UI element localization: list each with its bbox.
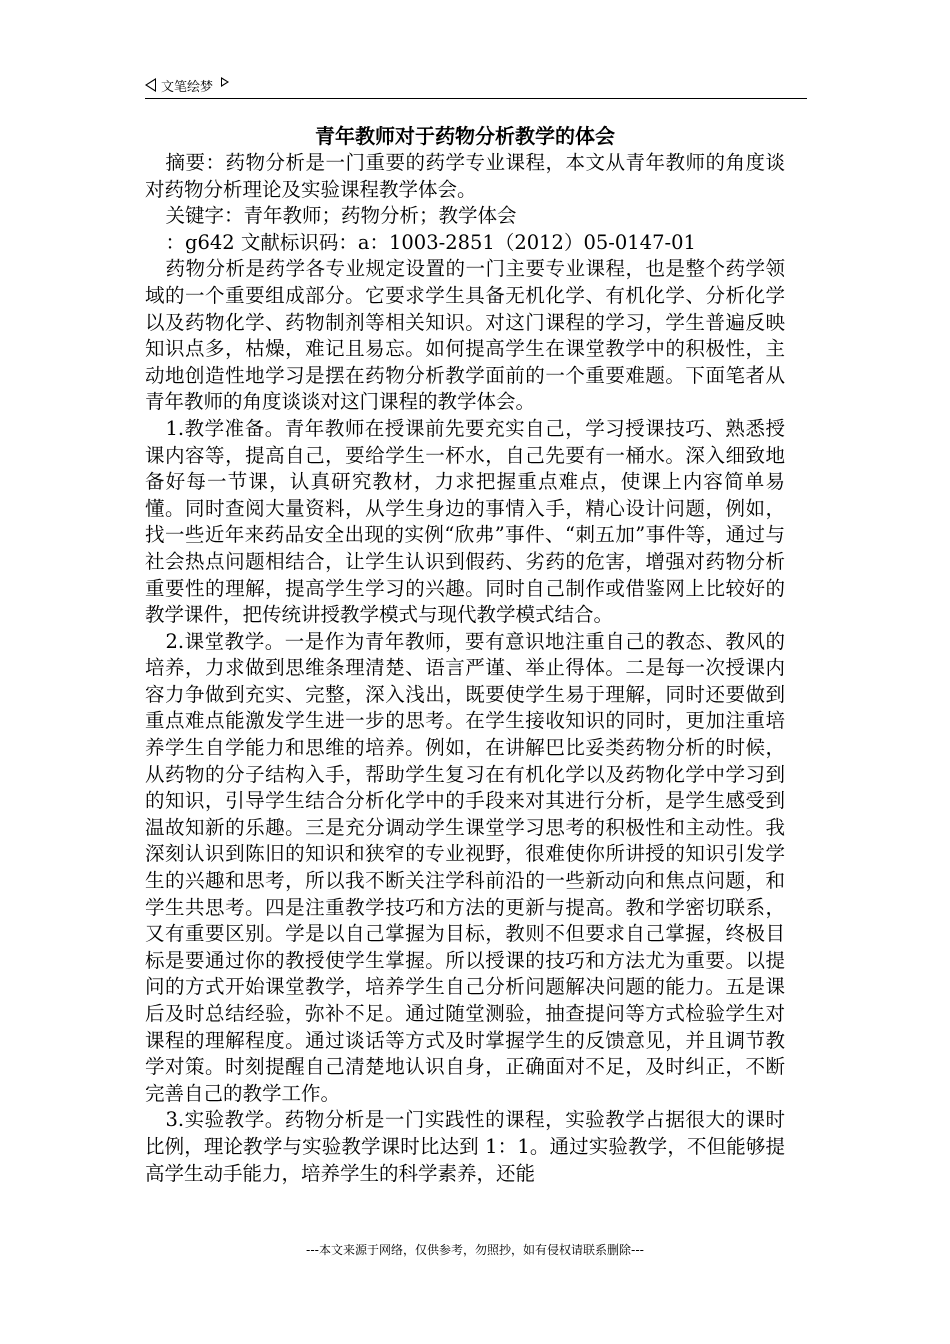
footer-notice: ---本文来源于网络，仅供参考，勿照抄，如有侵权请联系删除---: [306, 1243, 644, 1257]
header-brand: 文笔绘梦: [161, 79, 214, 95]
paragraph-intro: 药物分析是药学各专业规定设置的一门主要专业课程，也是整个药学领域的一个重要组成部分。它要求学生具备无机化学、有机化学、分析化学以及药物化学、药物制剂等相关知识。对这门课程的学习，学生普遍反映知识点多，枯燥，难记且易忘。如何提高学生在课堂教学中的积极性，主动地创造性地学习是摆在药物分析教学面前的一个重要难题。下面笔者从青年教师的角度谈谈对这门课程的教学体会。: [145, 257, 785, 414]
triangle-right-icon: [221, 77, 229, 87]
article-title: 青年教师对于药物分析教学的体会: [315, 124, 615, 148]
abstract: 摘要：药物分析是一门重要的药学专业课程，本文从青年教师的角度谈对药物分析理论及实验课程教学体会。: [145, 151, 785, 201]
article-body: [145, 122, 785, 1187]
paragraph-lab-teaching: 3.实验教学。药物分析是一门实践性的课程，实验教学占据很大的课时比例，理论教学与实验教学课时比达到 1：1。通过实验教学，不但能够提高学生动手能力，培养学生的科学素养，还能: [145, 1108, 785, 1185]
paragraph-classroom-teaching: 2.课堂教学。一是作为青年教师，要有意识地注重自己的教态、教风的培养，力求做到思维条理清楚、语言严谨、举止得体。二是每一次授课内容力争做到充实、完整，深入浅出，既要使学生易于理解，同时还要做到重点难点能激发学生进一步的思考。在学生接收知识的同时，更加注重培养学生自学能力和思维的培养。例如，在讲解巴比妥类药物分析的时候，从药物的分子结构入手，帮助学生复习在有机化学以及药物化学中学习到的知识，引导学生结合分析化学中的手段来对其进行分析，是学生感受到温故知新的乐趣。三是充分调动学生课堂学习思考的积极性和主动性。我深刻认识到陈旧的知识和狭窄的专业视野，很难使你所讲授的知识引发学生的兴趣和思考，所以我不断关注学科前沿的一些新动向和焦点问题，和学生共思考。四是注重教学技巧和方法的更新与提高。教和学密切联系，又有重要区别。学是以自己掌握为目标，教则不但要求自己掌握，终极目标是要通过你的教授使学生掌握。所以授课的技巧和方法尤为重要。以提问的方式开始课堂教学，培养学生自己分析问题解决问题的能力。五是课后及时总结经验，弥补不足。通过随堂测验，抽查提问等方式检验学生对课程的理解程度。通过谈话等方式及时掌握学生的反馈意见，并且调节教学对策。时刻提醒自己清楚地认识自身，正确面对不足，及时纠正，不断完善自己的教学工作。: [145, 629, 785, 1105]
triangle-left-icon: [145, 78, 156, 92]
keywords: 关键字：青年教师；药物分析；教学体会: [165, 204, 517, 228]
page-header: [145, 72, 807, 99]
paragraph-teaching-preparation: 1.教学准备。青年教师在授课前先要充实自己，学习授课技巧、熟悉授课内容等，提高自己，要给学生一杯水，自己先要有一桶水。深入细致地备好每一节课，认真研究教材，力求把握重点难点，使课上内容简单易懂。同时查阅大量资料，从学生身边的事情入手，精心设计问题，例如，找一些近年来药品安全出现的实例“欣弗”事件、“刺五加”事件等，通过与社会热点问题相结合，让学生认识到假药、劣药的危害，增强对药物分析重要性的理解，提高学生学习的兴趣。同时自己制作或借鉴网上比较好的教学课件，把传统讲授教学模式与现代教学模式结合。: [145, 416, 785, 627]
classification-line: ：g642 文献标识码：a：1003-2851（2012）05-0147-01: [165, 230, 696, 254]
